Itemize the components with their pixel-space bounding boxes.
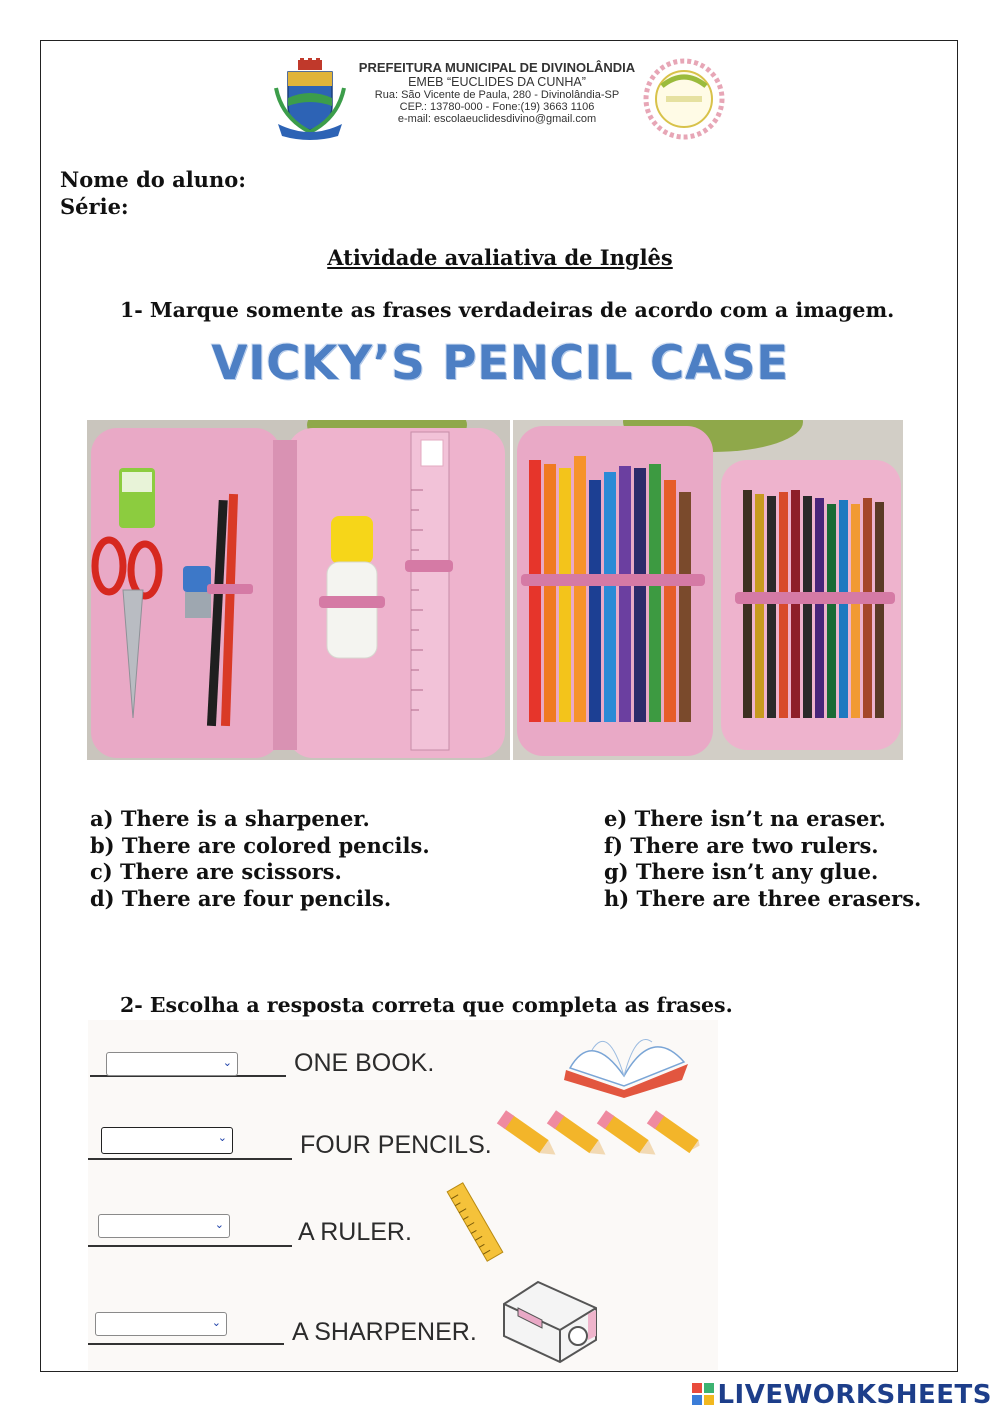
book-icon — [562, 1020, 692, 1098]
blank-line-3 — [88, 1245, 292, 1247]
statement-d[interactable]: d) There are four pencils. — [90, 885, 392, 911]
student-grade-label: Série: — [60, 194, 129, 219]
sentence-four-pencils: FOUR PENCILS. — [300, 1131, 492, 1159]
sharpener-icon — [498, 1274, 602, 1364]
question-2-prompt: 2- Escolha a resposta correta que completa as frases. — [120, 993, 733, 1017]
image-title: VICKY’S PENCIL CASE — [211, 336, 789, 391]
student-name-label: Nome do aluno: — [60, 167, 246, 192]
statements-right — [604, 806, 921, 912]
pencil-case-photo-right — [513, 420, 903, 760]
statements-left — [90, 806, 430, 912]
school-cep-phone: CEP.: 13780-000 - Fone:(19) 3663 1106 — [399, 101, 595, 113]
question-2-panel — [88, 1020, 718, 1370]
school-address: Rua: São Vicente de Paula, 280 - Divinolândia-SP — [374, 89, 620, 101]
answer-dropdown-3[interactable] — [98, 1214, 230, 1238]
chevron-down-icon: ⌄ — [222, 1056, 232, 1069]
chevron-down-icon: ⌄ — [214, 1218, 224, 1231]
statement-b[interactable]: b) There are colored pencils. — [90, 832, 430, 858]
answer-dropdown-2[interactable] — [101, 1127, 233, 1154]
sentence-one-book: ONE BOOK. — [294, 1049, 435, 1077]
school-name: EMEB “EUCLIDES DA CUNHA” — [408, 75, 586, 89]
ruler-icon — [444, 1182, 506, 1262]
school-seal-logo — [640, 58, 728, 140]
statement-g[interactable]: g) There isn’t any glue. — [604, 859, 879, 884]
statement-e[interactable]: e) There isn’t na eraser. — [604, 806, 886, 831]
brand-name: LIVEWORKSHEETS — [717, 1380, 992, 1410]
school-header — [352, 60, 642, 125]
blank-line-2 — [88, 1158, 292, 1160]
statement-f[interactable]: f) There are two rulers. — [604, 832, 879, 858]
blank-line-4 — [88, 1343, 284, 1345]
liveworksheets-logo-icon — [692, 1383, 714, 1405]
chevron-down-icon: ⌄ — [211, 1316, 221, 1329]
school-email: e-mail: escolaeuclidesdivino@gmail.com — [397, 113, 597, 125]
student-info — [60, 166, 246, 220]
activity-title: Atividade avaliativa de Inglês — [327, 245, 673, 270]
statement-c[interactable]: c) There are scissors. — [90, 859, 342, 884]
sentence-a-ruler: A RULER. — [298, 1218, 412, 1246]
municipal-crest-logo — [272, 58, 348, 140]
statement-a[interactable]: a) There is a sharpener. — [90, 806, 370, 831]
chevron-down-icon: ⌄ — [217, 1131, 227, 1144]
answer-dropdown-1[interactable] — [106, 1052, 238, 1076]
statement-h[interactable]: h) There are three erasers. — [604, 885, 922, 911]
pencil-case-photo-left — [87, 420, 510, 760]
question-1-prompt: 1- Marque somente as frases verdadeiras de acordo com a imagem. — [120, 298, 895, 322]
institution-name: PREFEITURA MUNICIPAL DE DIVINOLÂNDIA — [358, 60, 636, 75]
answer-dropdown-4[interactable] — [95, 1312, 227, 1336]
liveworksheets-brand — [692, 1380, 992, 1410]
sentence-a-sharpener: A SHARPENER. — [292, 1318, 477, 1346]
pencils-icon — [496, 1104, 702, 1176]
